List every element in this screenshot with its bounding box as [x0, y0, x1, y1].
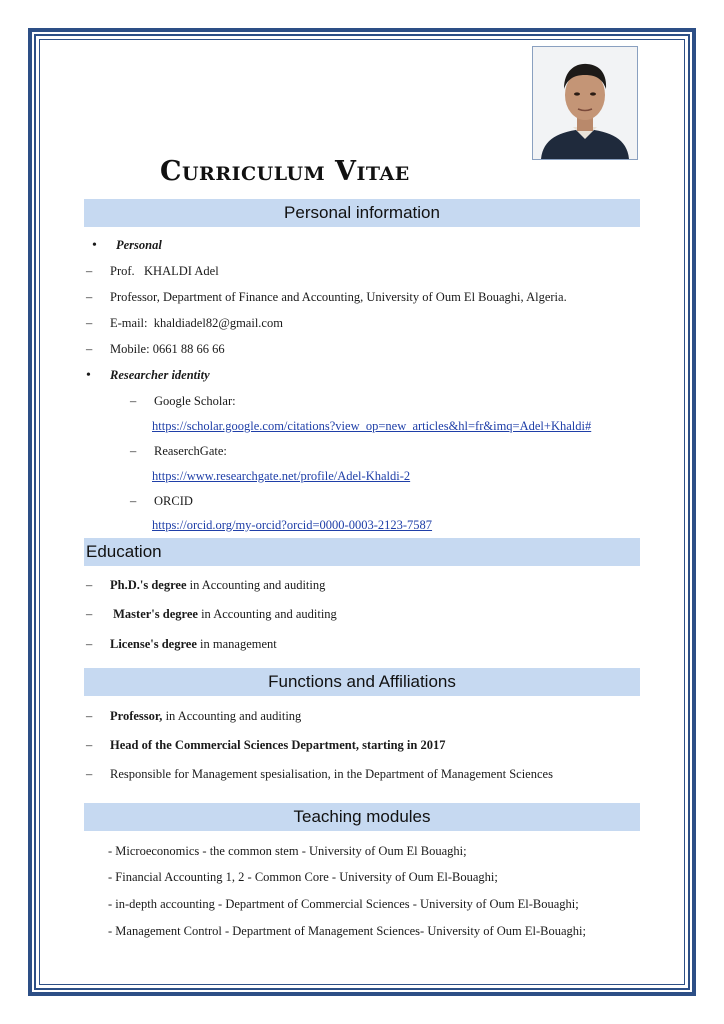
cv-title: Curriculum Vitae	[160, 156, 410, 187]
function-item	[86, 709, 301, 724]
researcher-identity-item	[86, 368, 210, 384]
education-item	[86, 637, 277, 652]
functions-heading: Functions and Affiliations	[84, 668, 640, 696]
dash-icon: –	[130, 394, 137, 408]
function-title: Professor,	[110, 709, 163, 723]
google-scholar-link[interactable]: https://scholar.google.com/citations?view_op=new_articles&hl=fr&imq=Adel+Khaldi#	[152, 419, 592, 433]
orcid-line	[130, 494, 193, 509]
education-item	[86, 578, 325, 593]
orcid-label: ORCID	[154, 494, 193, 508]
dash-icon: –	[86, 767, 93, 781]
name-prefix: Prof.	[110, 264, 135, 278]
dash-icon: –	[86, 290, 93, 304]
orcid-link-line	[152, 518, 432, 533]
orcid-link[interactable]: https://orcid.org/my-orcid?orcid=0000-0003-2123-7587	[152, 518, 433, 532]
researchgate-link-line	[152, 469, 410, 484]
teaching-item: - Management Control - Department of Management Sciences- University of Oum El-Bouaghi;	[108, 924, 586, 938]
email-label: E-mail:	[110, 316, 148, 330]
researchgate-link[interactable]: https://www.researchgate.net/profile/Adel-Khaldi-2	[152, 469, 411, 483]
degree-field: in Accounting and auditing	[186, 578, 326, 592]
personal-item	[92, 238, 162, 254]
dash-icon: –	[86, 578, 93, 592]
dash-icon: –	[130, 444, 137, 458]
dash-icon: –	[130, 494, 137, 508]
function-detail: Responsible for Management spesialisation, in the Department of Management Sciences	[110, 767, 553, 781]
researchgate-line	[130, 444, 227, 459]
degree-field: in management	[196, 637, 277, 651]
dash-icon: –	[86, 342, 93, 356]
function-detail: in Accounting and auditing	[162, 709, 302, 723]
degree-name: License's degree	[110, 637, 197, 651]
bullet-icon: •	[86, 368, 91, 383]
person-name: KHALDI Adel	[144, 264, 219, 278]
email-value[interactable]: khaldiadel82@gmail.com	[153, 316, 283, 330]
researcher-label: Researcher identity	[110, 368, 210, 382]
dash-icon: –	[86, 316, 93, 330]
teaching-item: - Microeconomics - the common stem - University of Oum El Bouaghi;	[108, 844, 467, 858]
education-heading: Education	[84, 538, 640, 566]
function-title: Head of the Commercial Sciences Department, starting in 2017	[110, 738, 446, 752]
dash-icon: –	[86, 264, 93, 278]
personal-label: Personal	[116, 238, 162, 252]
teaching-item: - in-depth accounting - Department of Commercial Sciences - University of Oum El-Bouaghi;	[108, 897, 579, 911]
dash-icon: –	[86, 607, 93, 621]
name-line	[86, 264, 219, 279]
teaching-modules-heading: Teaching modules	[84, 803, 640, 831]
function-item	[86, 767, 553, 782]
teaching-item: - Financial Accounting 1, 2 - Common Core - University of Oum El-Bouaghi;	[108, 870, 498, 884]
position-text: Professor, Department of Finance and Accounting, University of Oum El Bouaghi, Algeria.	[110, 290, 567, 304]
position-line	[86, 290, 567, 305]
dash-icon: –	[86, 709, 93, 723]
mobile-value: 0661 88 66 66	[152, 342, 225, 356]
education-item	[86, 607, 337, 622]
email-line	[86, 316, 283, 331]
degree-field: in Accounting and auditing	[197, 607, 337, 621]
degree-name: Ph.D.'s degree	[110, 578, 187, 592]
dash-icon: –	[86, 637, 93, 651]
dash-icon: –	[86, 738, 93, 752]
google-scholar-label: Google Scholar:	[154, 394, 236, 408]
profile-photo	[532, 46, 638, 160]
bullet-icon: •	[92, 238, 97, 253]
researchgate-label: ReaserchGate:	[154, 444, 227, 458]
degree-name: Master's degree	[113, 607, 198, 621]
function-item	[86, 738, 445, 753]
personal-information-heading: Personal information	[84, 199, 640, 227]
mobile-label: Mobile:	[110, 342, 150, 356]
google-scholar-line	[130, 394, 236, 409]
google-scholar-link-line	[152, 419, 591, 434]
mobile-line	[86, 342, 225, 357]
